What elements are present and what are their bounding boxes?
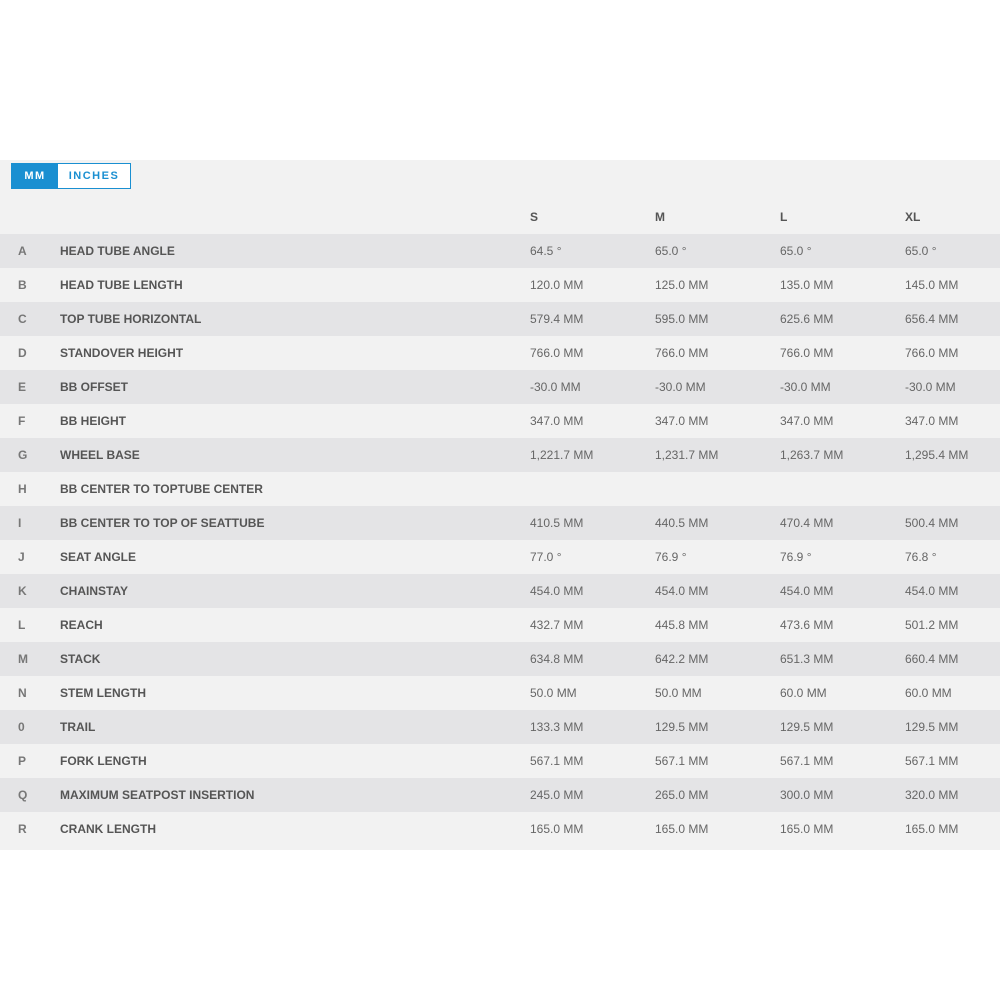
row-key: F xyxy=(18,414,26,428)
table-row xyxy=(0,506,1000,540)
cell-value: 133.3 MM xyxy=(530,720,584,734)
cell-value: 129.5 MM xyxy=(905,720,959,734)
cell-value: 50.0 MM xyxy=(530,686,577,700)
cell-value: 1,231.7 MM xyxy=(655,448,719,462)
table-row xyxy=(0,710,1000,744)
cell-value: 625.6 MM xyxy=(780,312,834,326)
cell-value: 347.0 MM xyxy=(780,414,834,428)
table-header-row xyxy=(0,200,1000,234)
table-row xyxy=(0,778,1000,812)
table-body xyxy=(0,234,1000,846)
cell-value: 60.0 MM xyxy=(780,686,827,700)
cell-value: 65.0 ° xyxy=(905,244,937,258)
cell-value: -30.0 MM xyxy=(530,380,581,394)
cell-value: 347.0 MM xyxy=(530,414,584,428)
header-name-cell xyxy=(60,200,530,234)
table-row xyxy=(0,540,1000,574)
cell-value: -30.0 MM xyxy=(905,380,956,394)
row-label: CHAINSTAY xyxy=(60,584,129,598)
cell-value: 76.9 ° xyxy=(655,550,687,564)
row-key: M xyxy=(18,652,28,666)
row-key: I xyxy=(18,516,22,530)
row-key: N xyxy=(18,686,27,700)
cell-value: 125.0 MM xyxy=(655,278,709,292)
row-label: TRAIL xyxy=(60,720,96,734)
cell-value: 766.0 MM xyxy=(530,346,584,360)
cell-value: 766.0 MM xyxy=(905,346,959,360)
table-row xyxy=(0,812,1000,846)
cell-value: 440.5 MM xyxy=(655,516,709,530)
cell-value: 651.3 MM xyxy=(780,652,834,666)
row-label: TOP TUBE HORIZONTAL xyxy=(60,312,202,326)
table-row xyxy=(0,268,1000,302)
cell-value: 410.5 MM xyxy=(530,516,584,530)
table-row xyxy=(0,336,1000,370)
cell-value: 454.0 MM xyxy=(530,584,584,598)
cell-value: 470.4 MM xyxy=(780,516,834,530)
cell-value: 165.0 MM xyxy=(655,822,709,836)
table-row xyxy=(0,642,1000,676)
row-key: C xyxy=(18,312,27,326)
cell-value: 165.0 MM xyxy=(905,822,959,836)
row-label: STACK xyxy=(60,652,101,666)
table-row xyxy=(0,608,1000,642)
row-key: Q xyxy=(18,788,28,802)
cell-value: 445.8 MM xyxy=(655,618,709,632)
row-label: MAXIMUM SEATPOST INSERTION xyxy=(60,788,255,802)
cell-value: 76.8 ° xyxy=(905,550,937,564)
table-row xyxy=(0,234,1000,268)
table-row xyxy=(0,438,1000,472)
cell-value: 245.0 MM xyxy=(530,788,584,802)
cell-value: 432.7 MM xyxy=(530,618,584,632)
row-label: HEAD TUBE LENGTH xyxy=(60,278,183,292)
cell-value: 76.9 ° xyxy=(780,550,812,564)
cell-value: 129.5 MM xyxy=(780,720,834,734)
row-label: HEAD TUBE ANGLE xyxy=(60,244,175,258)
cell-value: 766.0 MM xyxy=(780,346,834,360)
cell-value: 64.5 ° xyxy=(530,244,562,258)
row-label: REACH xyxy=(60,618,103,632)
cell-value: 567.1 MM xyxy=(530,754,584,768)
row-key: H xyxy=(18,482,27,496)
cell-value: 165.0 MM xyxy=(530,822,584,836)
cell-value: 320.0 MM xyxy=(905,788,959,802)
cell-value: 135.0 MM xyxy=(780,278,834,292)
cell-value xyxy=(780,472,905,506)
table-row xyxy=(0,404,1000,438)
cell-value: -30.0 MM xyxy=(655,380,706,394)
column-header-l: L xyxy=(780,210,788,224)
cell-value: 1,221.7 MM xyxy=(530,448,594,462)
cell-value: 60.0 MM xyxy=(905,686,952,700)
cell-value: 567.1 MM xyxy=(655,754,709,768)
table-row xyxy=(0,744,1000,778)
cell-value: 660.4 MM xyxy=(905,652,959,666)
row-label: CRANK LENGTH xyxy=(60,822,156,836)
row-key: E xyxy=(18,380,27,394)
column-header-s: S xyxy=(530,210,539,224)
cell-value xyxy=(655,472,780,506)
cell-value: 634.8 MM xyxy=(530,652,584,666)
row-label: BB CENTER TO TOPTUBE CENTER xyxy=(60,482,263,496)
row-label: WHEEL BASE xyxy=(60,448,140,462)
row-label: STANDOVER HEIGHT xyxy=(60,346,184,360)
cell-value: 567.1 MM xyxy=(905,754,959,768)
cell-value: 656.4 MM xyxy=(905,312,959,326)
table-row xyxy=(0,676,1000,710)
unit-mm-button[interactable]: MM xyxy=(12,164,58,188)
row-label: BB HEIGHT xyxy=(60,414,126,428)
cell-value: 766.0 MM xyxy=(655,346,709,360)
cell-value: 1,295.4 MM xyxy=(905,448,969,462)
cell-value: 1,263.7 MM xyxy=(780,448,844,462)
unit-toggle xyxy=(11,163,131,189)
cell-value xyxy=(905,472,1000,506)
row-label: FORK LENGTH xyxy=(60,754,147,768)
row-key: P xyxy=(18,754,27,768)
header-key-cell xyxy=(0,200,60,234)
cell-value: 50.0 MM xyxy=(655,686,702,700)
column-header-m: M xyxy=(655,210,665,224)
cell-value: 129.5 MM xyxy=(655,720,709,734)
cell-value: 579.4 MM xyxy=(530,312,584,326)
cell-value: 347.0 MM xyxy=(655,414,709,428)
cell-value: 454.0 MM xyxy=(655,584,709,598)
cell-value: -30.0 MM xyxy=(780,380,831,394)
row-key: A xyxy=(18,244,27,258)
cell-value: 473.6 MM xyxy=(780,618,834,632)
row-key: B xyxy=(18,278,27,292)
cell-value: 300.0 MM xyxy=(780,788,834,802)
table-row xyxy=(0,574,1000,608)
cell-value: 501.2 MM xyxy=(905,618,959,632)
geometry-panel xyxy=(0,160,1000,850)
table-row xyxy=(0,302,1000,336)
cell-value: 642.2 MM xyxy=(655,652,709,666)
row-label: BB CENTER TO TOP OF SEATTUBE xyxy=(60,516,265,530)
geometry-table xyxy=(0,200,1000,846)
cell-value: 265.0 MM xyxy=(655,788,709,802)
cell-value xyxy=(530,472,655,506)
unit-inches-button[interactable]: INCHES xyxy=(58,164,130,188)
cell-value: 454.0 MM xyxy=(780,584,834,598)
cell-value: 347.0 MM xyxy=(905,414,959,428)
row-key: G xyxy=(18,448,28,462)
cell-value: 567.1 MM xyxy=(780,754,834,768)
cell-value: 145.0 MM xyxy=(905,278,959,292)
row-label: SEAT ANGLE xyxy=(60,550,137,564)
row-key: J xyxy=(18,550,25,564)
cell-value: 120.0 MM xyxy=(530,278,584,292)
cell-value: 454.0 MM xyxy=(905,584,959,598)
cell-value: 77.0 ° xyxy=(530,550,562,564)
cell-value: 65.0 ° xyxy=(655,244,687,258)
row-key: R xyxy=(18,822,27,836)
row-key: D xyxy=(18,346,27,360)
cell-value: 65.0 ° xyxy=(780,244,812,258)
cell-value: 595.0 MM xyxy=(655,312,709,326)
table-row xyxy=(0,472,1000,506)
cell-value: 165.0 MM xyxy=(780,822,834,836)
row-label: BB OFFSET xyxy=(60,380,128,394)
row-label: STEM LENGTH xyxy=(60,686,146,700)
row-key: 0 xyxy=(18,720,25,734)
column-header-xl: XL xyxy=(905,210,921,224)
cell-value: 500.4 MM xyxy=(905,516,959,530)
row-key: K xyxy=(18,584,27,598)
table-row xyxy=(0,370,1000,404)
row-key: L xyxy=(18,618,26,632)
